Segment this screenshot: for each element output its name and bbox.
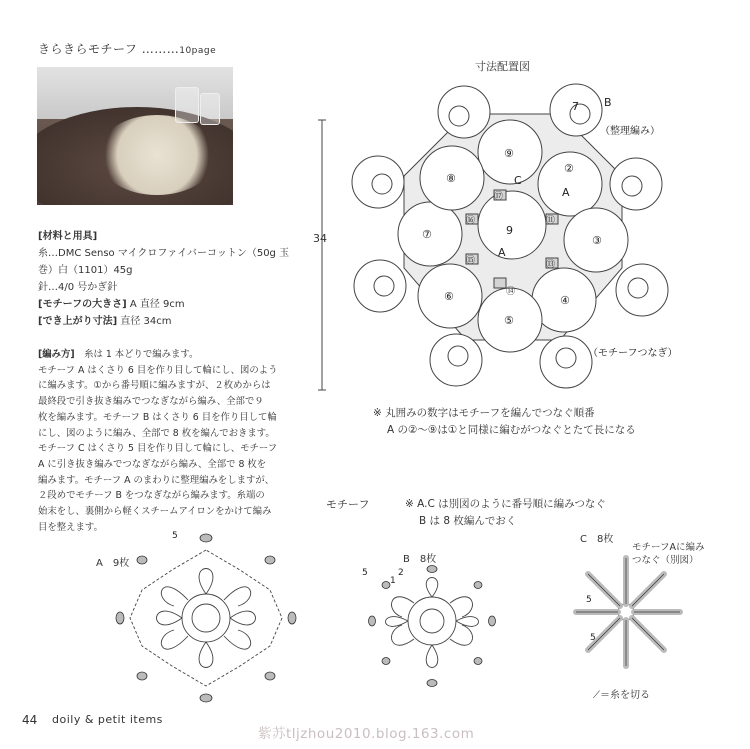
note1-line2: A の②〜⑨は①と同様に編むがつなぐとたて長になる [387,424,636,436]
motif-number: ⑧ [446,172,456,185]
instructions-line: 始末をし、裏側から軽くスチームアイロンをかけて編み [38,506,272,518]
instructions-lead: 糸は 1 本どりで編みます。 [84,349,199,360]
chart-a-label: A 9枚 [96,558,130,569]
instructions-line: 最終段で引き抜き編みでつなぎながら編み、全部で９ [38,396,264,408]
cut-icon: ⟋ [593,690,600,701]
label-c: C [514,174,522,187]
instructions-line: 編みます。モチーフ A のまわりに整理編みをしますが、 [38,474,275,486]
cut-note [593,686,650,701]
chart-b-num: 1 [390,576,396,586]
materials-size [38,296,298,313]
chart-b-label: B 8枚 [403,554,437,565]
label-join: （モチーフつなぎ） [588,348,678,359]
label-a-right: A [562,186,570,199]
instructions-line: 枚を編みます。モチーフ B はくさり 6 目を作り目して輪 [38,411,277,423]
finished-value: 直径 34cm [120,316,172,327]
instructions-line: ２段めでモチーフ B をつなぎながら編みます。糸端の [38,490,265,502]
chart-c-num: 5 [586,595,592,605]
motif-number: ⑦ [422,228,432,241]
size-value: A 直径 9cm [129,299,185,310]
motif-number: ② [564,162,574,175]
dimension-label: 34 [313,232,327,245]
materials-finished [38,313,298,330]
page-number: 44 [22,713,38,727]
note1-line1: ※ 丸囲みの数字はモチーフを編んでつなぐ順番 [373,407,595,419]
motif-number: ⑨ [504,147,514,160]
chart-b-num: 5 [362,568,368,578]
join-number: ⑭ [506,287,516,297]
num-9-center: 9 [506,224,513,237]
layout-diagram-title: 寸法配置図 [475,60,530,73]
join-number: ⑬ [546,260,556,270]
note2-line1: ※ A.C は別図のように番号順に編みつなぐ [405,498,606,510]
chart-a-num: 5 [172,531,178,541]
note2-line2: B は 8 枚編んでおく [419,515,517,527]
chart-b-diagram [362,565,512,693]
layout-diagram [318,72,698,402]
finished-label: [でき上がり寸法] [38,316,118,327]
materials-yarn: 糸…DMC Senso マイクロファイバーコットン（50g 玉巻）白（1101）45g [38,248,290,276]
chart-c-label: C 8枚 [580,534,614,545]
size-label: [モチーフの大きさ] [38,299,127,310]
title-text: きらきらモチーフ ……… [38,42,180,56]
label-border: （整理編み） [600,126,660,137]
instructions-line: モチーフ C はくさり 5 目を作り目して輪にし、モチーフ [38,443,278,455]
footer-subtitle: doily & petit items [52,713,163,726]
motif-number: ⑥ [444,290,454,303]
section-title [38,40,216,57]
num-7-label: 7 [572,100,579,113]
chart-c-num: 5 [590,633,596,643]
join-number: ⑪ [546,216,556,226]
watermark-text: 紫苏tljzhou2010.blog.163.com [258,726,475,742]
instructions-line: A に引き抜き編みでつなぎながら編み、全部で 8 枚を [38,458,267,470]
photo-doily [97,115,217,195]
chart-b-num: 2 [398,568,404,578]
chart-a-diagram [112,530,302,706]
materials-section [38,228,298,330]
motif-note [405,496,606,530]
instructions-line: に編みます。①から番号順に編みますが、２枚めからは [38,380,271,392]
join-number: ⑯ [466,216,476,226]
motif-number: ⑤ [504,314,514,327]
label-a-center: A [498,246,506,259]
instructions-line: モチーフ A はくさり 6 目を作り目して輪にし、図のよう [38,364,278,376]
materials-hook: 針…4/0 号かぎ針 [38,282,118,293]
page-ref: 10page [179,46,217,56]
join-number: ⑮ [466,256,476,266]
doily-photo [37,67,233,205]
photo-jar [200,93,220,125]
cut-note-text: ＝糸を切る [600,690,650,701]
label-b: B [604,96,612,109]
photo-jar [175,87,199,123]
join-number: ⑰ [494,192,504,202]
instructions-line: 目を整えます。 [38,521,103,533]
instructions-section [38,347,300,535]
instructions-heading-line [38,347,300,363]
numbering-note [373,405,636,439]
instructions-heading: [編み方] [38,349,75,360]
materials-heading: [材料と用具] [38,231,98,242]
chart-c-diagram [572,548,700,678]
motif-number: ③ [592,234,602,247]
instructions-line: にし、図のように編み、全部で 8 枚を編んでおきます。 [38,427,275,439]
motif-number: ④ [560,294,570,307]
motif-heading: モチーフ [326,498,370,511]
chart-c-note: モチーフAに編みつなぐ（別図） [632,542,705,566]
